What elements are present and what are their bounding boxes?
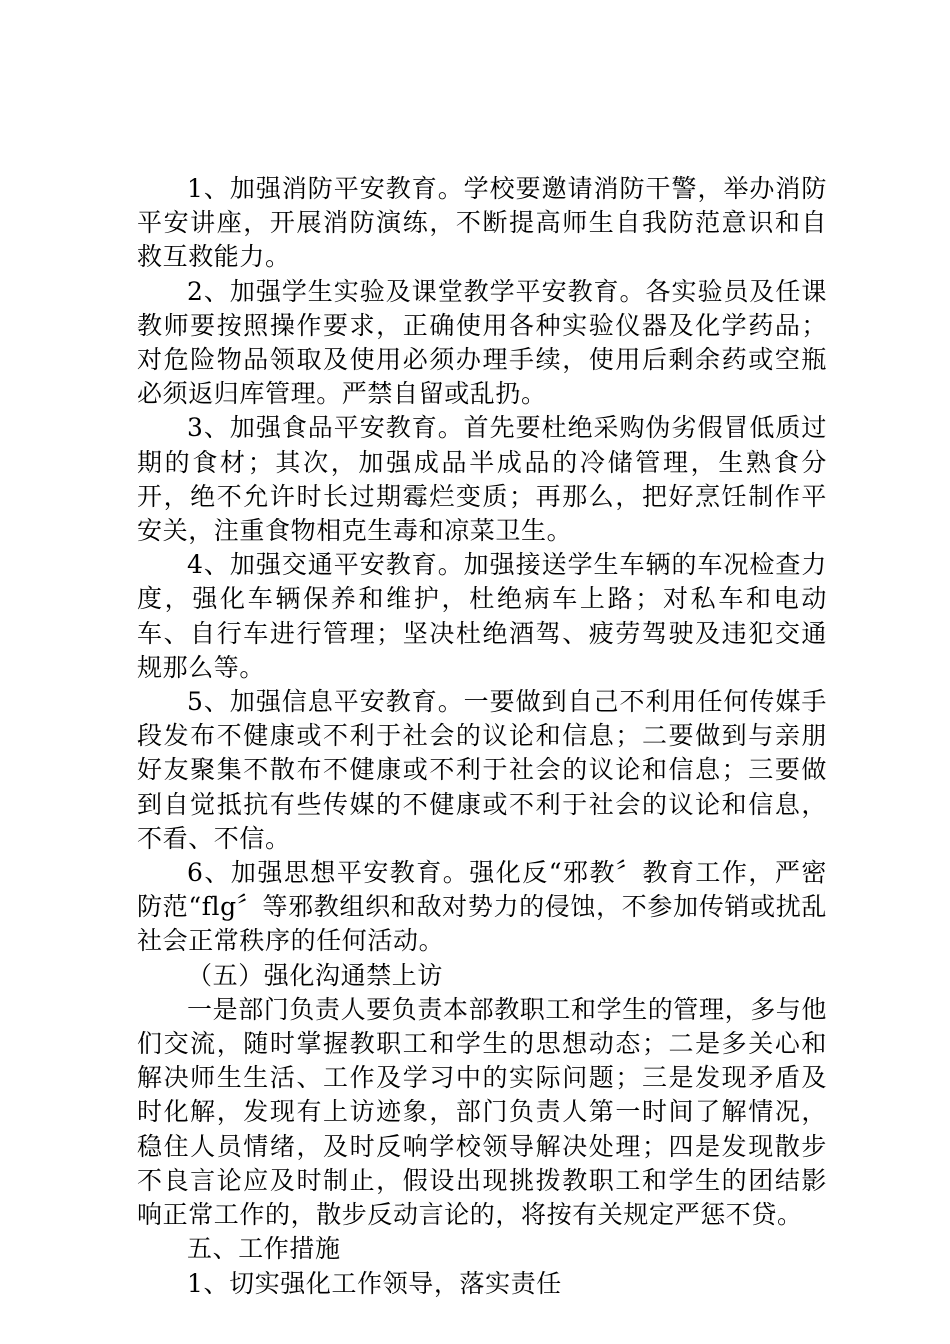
- paragraph-food-safety: 3、加强食品平安教育。首先要杜绝采购伪劣假冒低质过期的食材；其次，加强成品半成品的冷储管理，生熟食分开，绝不允许时长过期霉烂变质；再那么，把好烹饪制作平安关，注重食物相克生毒和凉菜卫生。: [137, 413, 827, 546]
- paragraph-traffic-safety: 4、加强交通平安教育。加强接送学生车辆的车况检查力度，强化车辆保养和维护，杜绝病车上路；对私车和电动车、自行车进行管理；坚决杜绝酒驾、疲劳驾驶及违犯交通规那么等。: [137, 550, 827, 682]
- paragraph-lab-safety: 2、加强学生实验及课堂教学平安教育。各实验员及任课教师要按照操作要求，正确使用各种实验仪器及化学药品；对危险物品领取及使用必须办理手续，使用后剩余药或空瓶必须返归库管理。严禁自留或乱扔。: [137, 276, 827, 409]
- section-heading-measures: 五、工作措施: [187, 1234, 341, 1264]
- section-heading-communication: （五）强化沟通禁上访: [187, 960, 444, 990]
- paragraph-information-safety: 5、加强信息平安教育。一要做到自己不利用任何传媒手段发布不健康或不利于社会的议论和信息；二要做到与亲朋好友聚集不散布不健康或不利于社会的议论和信息；三要做到自觉抵抗有些传媒的不健康或不利于社会的议论和信息，不看、不信。: [137, 687, 827, 853]
- paragraph-measure-1: 1、切实强化工作领导，落实责任: [187, 1268, 562, 1298]
- paragraph-communication: 一是部门负责人要负责本部教职工和学生的管理，多与他们交流，随时掌握教职工和学生的思想动态；二是多关心和解决师生生活、工作及学习中的实际问题；三是发现矛盾及时化解，发现有上访迹象，部门负责人第一时间了解情况，稳住人员情绪，及时反响学校领导解决处理；四是发现散步不良言论应及时制止，假设出现挑拨教职工和学生的团结影响正常工作的，散步反动言论的，将按有关规定严惩不贷。: [137, 994, 828, 1230]
- paragraph-fire-safety: 1、加强消防平安教育。学校要邀请消防干警，举办消防平安讲座，开展消防演练，不断提高师生自我防范意识和自救互救能力。: [137, 174, 827, 272]
- paragraph-ideology-safety: 6、加强思想平安教育。强化反“邪教〞教育工作，严密防范“flg〞等邪教组织和敌对势力的侵蚀，不参加传销或扰乱社会正常秩序的任何活动。: [137, 858, 827, 956]
- document-body: [137, 172, 827, 1301]
